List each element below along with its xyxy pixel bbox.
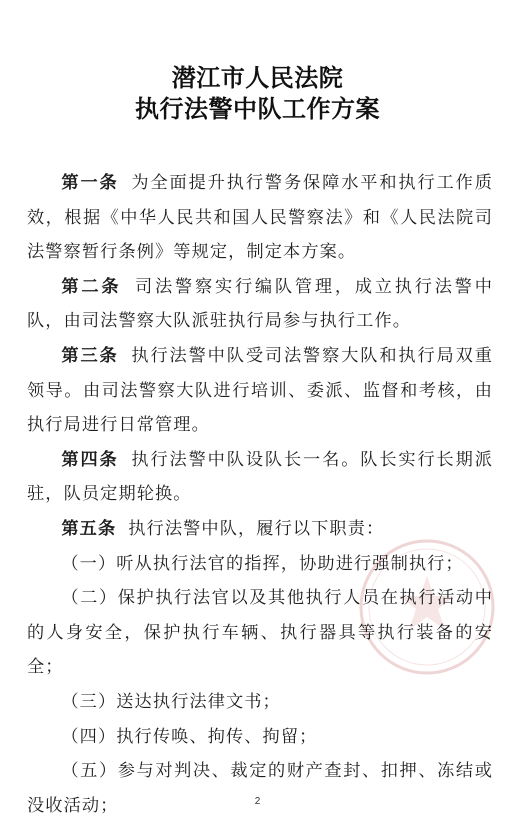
article-text: 执行法警中队，履行以下职责： — [128, 518, 385, 539]
document-title — [0, 62, 515, 124]
article-label: 第三条 — [61, 345, 119, 366]
duty-item-3: （三）送达执行法律文书； — [61, 691, 281, 712]
article-label: 第一条 — [61, 173, 119, 193]
article-text: 执行法警中队受司法警察大队和执行局双重领导。由司法警察大队进行培训、委派、监督和考核，由执行局进行日常管理。 — [27, 345, 493, 436]
duty-item-1: （一）听从执行法官的指挥，协助进行强制执行； — [61, 553, 464, 574]
title-line-plan: 执行法警中队工作方案 — [135, 94, 380, 123]
title-line-court: 潜江市人民法院 — [171, 63, 344, 92]
article-text: 执行法警中队设队长一名。队长实行长期派驻，队员定期轮换。 — [27, 449, 493, 505]
article-3 — [27, 339, 493, 443]
article-label: 第二条 — [61, 276, 122, 297]
article-text: 司法警察实行编队管理，成立执行法警中队，由司法警察大队派驻执行局参与执行工作。 — [27, 276, 493, 332]
article-1 — [27, 166, 493, 270]
duty-item-2: （二）保护执行法官以及其他执行人员在执行活动中的人身安全，保护执行车辆、执行器具等执行装备的安全； — [27, 588, 493, 678]
page-number: 2 — [254, 796, 261, 807]
article-2 — [27, 270, 493, 339]
duty-item-5: （五）参与对判决、裁定的财产查封、扣押、冻结或没收活动； — [27, 761, 493, 816]
article-5 — [27, 512, 493, 547]
article-4 — [27, 443, 493, 512]
duty-item-4: （四）执行传唤、拘传、拘留； — [61, 726, 318, 747]
article-label: 第五条 — [61, 518, 117, 539]
article-label: 第四条 — [61, 449, 119, 470]
document-body — [27, 166, 493, 823]
article-text: 为全面提升执行警务保障水平和执行工作质效，根据《中华人民共和国人民警察法》和《人民法院司法警察暂行条例》等规定，制定本方案。 — [27, 173, 493, 263]
